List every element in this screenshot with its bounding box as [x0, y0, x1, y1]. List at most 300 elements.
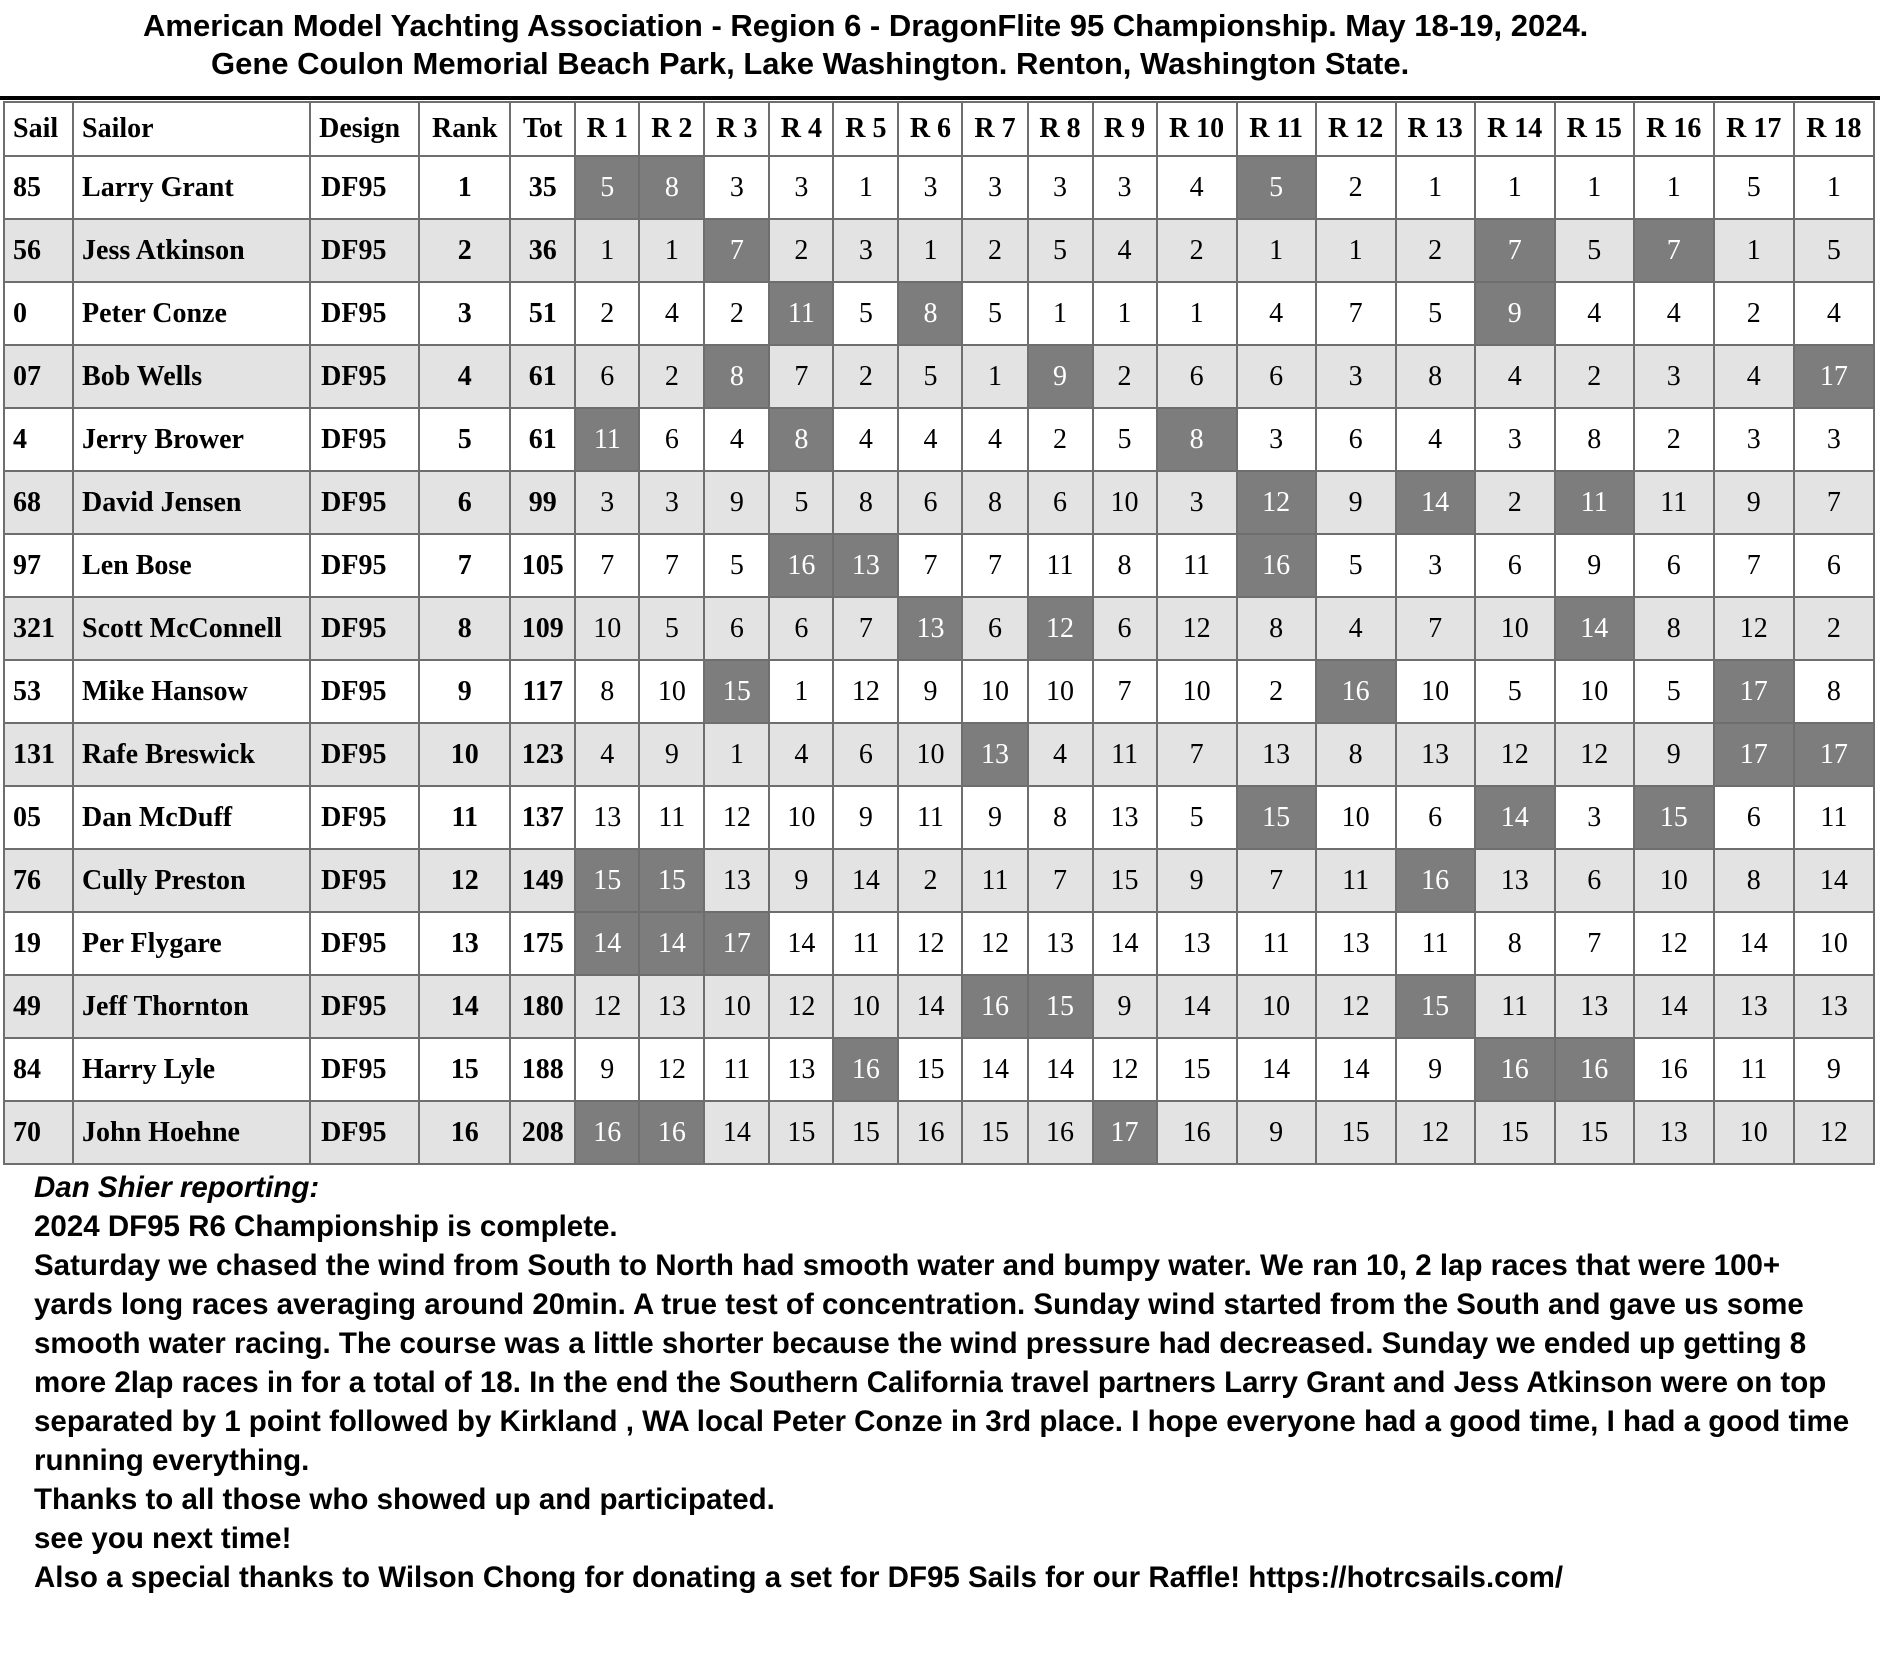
total-cell: 61 — [510, 345, 575, 408]
race-score-cell: 9 — [1316, 471, 1396, 534]
race-score-cell: 7 — [1157, 723, 1237, 786]
race-score-cell: 1 — [1316, 219, 1396, 282]
race-score-cell: 14 — [1237, 1038, 1316, 1101]
sailor-name-cell: Dan McDuff — [73, 786, 310, 849]
column-header: R 9 — [1093, 102, 1157, 156]
dropped-race-score-cell: 11 — [1555, 471, 1634, 534]
dropped-race-score-cell: 15 — [575, 849, 639, 912]
race-score-cell: 2 — [575, 282, 639, 345]
race-score-cell: 16 — [1028, 1101, 1093, 1164]
race-score-cell: 12 — [1555, 723, 1634, 786]
race-score-cell: 1 — [1237, 219, 1316, 282]
dropped-race-score-cell: 7 — [704, 219, 769, 282]
design-cell: DF95 — [310, 534, 419, 597]
race-score-cell: 5 — [962, 282, 1027, 345]
dropped-race-score-cell: 16 — [575, 1101, 639, 1164]
race-score-cell: 6 — [1475, 534, 1555, 597]
race-score-cell: 2 — [1093, 345, 1157, 408]
race-score-cell: 13 — [1396, 723, 1475, 786]
report-paragraph: 2024 DF95 R6 Championship is complete. — [34, 1210, 618, 1243]
dropped-race-score-cell: 16 — [1475, 1038, 1555, 1101]
race-score-cell: 11 — [639, 786, 704, 849]
page-title: American Model Yachting Association - Region 6 - DragonFlite 95 Championship. May 18-19, 2024. — [143, 8, 1589, 43]
table-row — [4, 534, 1874, 597]
rank-cell: 1 — [419, 156, 510, 219]
race-score-cell: 6 — [962, 597, 1027, 660]
sailor-name-cell: Harry Lyle — [73, 1038, 310, 1101]
dropped-race-score-cell: 12 — [1028, 597, 1093, 660]
rank-cell: 10 — [419, 723, 510, 786]
table-row — [4, 849, 1874, 912]
table-row — [4, 345, 1874, 408]
race-score-cell: 12 — [962, 912, 1027, 975]
dropped-race-score-cell: 14 — [1475, 786, 1555, 849]
race-score-cell: 13 — [769, 1038, 833, 1101]
sail-number-cell: 53 — [4, 660, 73, 723]
race-score-cell: 9 — [1634, 723, 1714, 786]
race-score-cell: 2 — [1316, 156, 1396, 219]
dropped-race-score-cell: 13 — [833, 534, 898, 597]
total-cell: 61 — [510, 408, 575, 471]
race-score-cell: 6 — [1634, 534, 1714, 597]
race-score-cell: 8 — [1093, 534, 1157, 597]
total-cell: 99 — [510, 471, 575, 534]
race-score-cell: 1 — [1714, 219, 1794, 282]
rank-cell: 8 — [419, 597, 510, 660]
table-row — [4, 912, 1874, 975]
race-score-cell: 13 — [1794, 975, 1874, 1038]
table-row — [4, 408, 1874, 471]
dropped-race-score-cell: 16 — [1555, 1038, 1634, 1101]
sailor-name-cell: Larry Grant — [73, 156, 310, 219]
race-score-cell: 7 — [1237, 849, 1316, 912]
race-score-cell: 5 — [1093, 408, 1157, 471]
dropped-race-score-cell: 9 — [1028, 345, 1093, 408]
dropped-race-score-cell: 11 — [769, 282, 833, 345]
dropped-race-score-cell: 16 — [833, 1038, 898, 1101]
report-paragraph: Also a special thanks to Wilson Chong for donating a set for DF95 Sails for our Raffle! https://hotrcsails.com/ — [34, 1561, 1564, 1594]
column-header: R 18 — [1794, 102, 1874, 156]
rank-cell: 9 — [419, 660, 510, 723]
sail-number-cell: 68 — [4, 471, 73, 534]
race-score-cell: 2 — [962, 219, 1027, 282]
table-row — [4, 219, 1874, 282]
race-score-cell: 11 — [1396, 912, 1475, 975]
race-score-cell: 4 — [833, 408, 898, 471]
total-cell: 137 — [510, 786, 575, 849]
dropped-race-score-cell: 15 — [1396, 975, 1475, 1038]
race-score-cell: 8 — [1714, 849, 1794, 912]
dropped-race-score-cell: 17 — [704, 912, 769, 975]
race-score-cell: 4 — [1634, 282, 1714, 345]
race-score-cell: 3 — [704, 156, 769, 219]
dropped-race-score-cell: 5 — [575, 156, 639, 219]
race-score-cell: 3 — [1157, 471, 1237, 534]
column-header: Design — [310, 102, 419, 156]
race-score-cell: 14 — [1093, 912, 1157, 975]
race-score-cell: 3 — [1396, 534, 1475, 597]
race-score-cell: 3 — [1794, 408, 1874, 471]
race-score-cell: 10 — [1396, 660, 1475, 723]
race-score-cell: 3 — [1316, 345, 1396, 408]
race-score-cell: 15 — [1475, 1101, 1555, 1164]
race-score-cell: 13 — [1237, 723, 1316, 786]
rank-cell: 4 — [419, 345, 510, 408]
race-score-cell: 3 — [575, 471, 639, 534]
race-score-cell: 9 — [898, 660, 962, 723]
race-score-cell: 2 — [1714, 282, 1794, 345]
race-score-cell: 9 — [639, 723, 704, 786]
report-paragraph: Thanks to all those who showed up and participated. — [34, 1483, 775, 1516]
race-score-cell: 10 — [1316, 786, 1396, 849]
dropped-race-score-cell: 12 — [1237, 471, 1316, 534]
table-row — [4, 282, 1874, 345]
race-score-cell: 10 — [1714, 1101, 1794, 1164]
dropped-race-score-cell: 15 — [704, 660, 769, 723]
race-score-cell: 2 — [1396, 219, 1475, 282]
race-score-cell: 3 — [962, 156, 1027, 219]
rank-cell: 5 — [419, 408, 510, 471]
race-score-cell: 8 — [1634, 597, 1714, 660]
sailor-name-cell: Peter Conze — [73, 282, 310, 345]
race-score-cell: 7 — [1396, 597, 1475, 660]
race-score-cell: 3 — [769, 156, 833, 219]
race-score-cell: 5 — [1316, 534, 1396, 597]
race-score-cell: 3 — [833, 219, 898, 282]
race-score-cell: 10 — [639, 660, 704, 723]
column-header: R 14 — [1475, 102, 1555, 156]
total-cell: 149 — [510, 849, 575, 912]
race-score-cell: 9 — [962, 786, 1027, 849]
dropped-race-score-cell: 14 — [1555, 597, 1634, 660]
race-score-cell: 7 — [769, 345, 833, 408]
race-score-cell: 2 — [898, 849, 962, 912]
race-score-cell: 13 — [1316, 912, 1396, 975]
sailor-name-cell: Jerry Brower — [73, 408, 310, 471]
race-score-cell: 1 — [898, 219, 962, 282]
race-score-cell: 10 — [575, 597, 639, 660]
dropped-race-score-cell: 7 — [1634, 219, 1714, 282]
race-score-cell: 12 — [1396, 1101, 1475, 1164]
dropped-race-score-cell: 16 — [1316, 660, 1396, 723]
column-header: R 5 — [833, 102, 898, 156]
race-score-cell: 10 — [1555, 660, 1634, 723]
race-score-cell: 2 — [1237, 660, 1316, 723]
race-score-cell: 6 — [1714, 786, 1794, 849]
race-score-cell: 6 — [704, 597, 769, 660]
dropped-race-score-cell: 9 — [1475, 282, 1555, 345]
dropped-race-score-cell: 15 — [1028, 975, 1093, 1038]
dropped-race-score-cell: 16 — [1237, 534, 1316, 597]
race-score-cell: 4 — [1237, 282, 1316, 345]
race-score-cell: 13 — [704, 849, 769, 912]
dropped-race-score-cell: 17 — [1714, 723, 1794, 786]
race-score-cell: 9 — [575, 1038, 639, 1101]
race-score-cell: 1 — [1093, 282, 1157, 345]
race-score-cell: 10 — [704, 975, 769, 1038]
report-paragraph: Saturday we chased the wind from South to North had smooth water and bumpy water. We ran 10, 2 lap races that were 100+ yards long races averaging around 20min. A true test of concentration. Sunday wind started from the South and gave us some smooth water racing. The course was a little shorter because the wind pressure had decreased. Sunday we ended up getting 8 more 2lap races in for a total of 18. In the end the Southern California travel partners Larry Grant and Jess Atkinson were on top separated by 1 point followed by Kirkland , WA local Peter Conze in 3rd place. I hope everyone had a good time, I had a good time running everything. — [34, 1249, 1850, 1477]
dropped-race-score-cell: 11 — [575, 408, 639, 471]
race-score-cell: 10 — [1634, 849, 1714, 912]
sailor-name-cell: Bob Wells — [73, 345, 310, 408]
race-score-cell: 5 — [1714, 156, 1794, 219]
race-score-cell: 7 — [575, 534, 639, 597]
dropped-race-score-cell: 16 — [769, 534, 833, 597]
race-score-cell: 2 — [1634, 408, 1714, 471]
race-score-cell: 10 — [769, 786, 833, 849]
column-header: R 3 — [704, 102, 769, 156]
rank-cell: 16 — [419, 1101, 510, 1164]
race-score-cell: 8 — [1396, 345, 1475, 408]
race-score-cell: 14 — [1316, 1038, 1396, 1101]
table-row — [4, 156, 1874, 219]
race-score-cell: 6 — [1555, 849, 1634, 912]
race-score-cell: 6 — [1157, 345, 1237, 408]
race-score-cell: 7 — [1028, 849, 1093, 912]
race-score-cell: 6 — [1093, 597, 1157, 660]
sail-number-cell: 85 — [4, 156, 73, 219]
race-score-cell: 2 — [704, 282, 769, 345]
race-score-cell: 4 — [1794, 282, 1874, 345]
race-score-cell: 10 — [1237, 975, 1316, 1038]
rank-cell: 6 — [419, 471, 510, 534]
page-header — [0, 0, 1880, 96]
sail-number-cell: 84 — [4, 1038, 73, 1101]
race-score-cell: 4 — [1316, 597, 1396, 660]
dropped-race-score-cell: 15 — [639, 849, 704, 912]
column-header: Sail — [4, 102, 73, 156]
race-score-cell: 2 — [1157, 219, 1237, 282]
dropped-race-score-cell: 15 — [1237, 786, 1316, 849]
design-cell: DF95 — [310, 345, 419, 408]
column-header: R 4 — [769, 102, 833, 156]
design-cell: DF95 — [310, 849, 419, 912]
race-score-cell: 4 — [639, 282, 704, 345]
dropped-race-score-cell: 16 — [962, 975, 1027, 1038]
race-score-cell: 11 — [962, 849, 1027, 912]
race-score-cell: 11 — [1634, 471, 1714, 534]
dropped-race-score-cell: 15 — [1634, 786, 1714, 849]
race-score-cell: 4 — [1714, 345, 1794, 408]
race-score-cell: 6 — [769, 597, 833, 660]
sailor-name-cell: Scott McConnell — [73, 597, 310, 660]
race-score-cell: 5 — [1634, 660, 1714, 723]
race-score-cell: 9 — [704, 471, 769, 534]
sailor-name-cell: Rafe Breswick — [73, 723, 310, 786]
race-score-cell: 6 — [898, 471, 962, 534]
race-score-cell: 6 — [1794, 534, 1874, 597]
race-score-cell: 5 — [1028, 219, 1093, 282]
sailor-name-cell: Jess Atkinson — [73, 219, 310, 282]
race-score-cell: 14 — [1157, 975, 1237, 1038]
race-score-cell: 12 — [1714, 597, 1794, 660]
dropped-race-score-cell: 7 — [1475, 219, 1555, 282]
sailor-name-cell: Cully Preston — [73, 849, 310, 912]
table-row — [4, 1101, 1874, 1164]
race-score-cell: 8 — [962, 471, 1027, 534]
total-cell: 117 — [510, 660, 575, 723]
race-score-cell: 1 — [833, 156, 898, 219]
race-score-cell: 4 — [1396, 408, 1475, 471]
race-score-cell: 14 — [1634, 975, 1714, 1038]
race-score-cell: 5 — [1475, 660, 1555, 723]
sail-number-cell: 70 — [4, 1101, 73, 1164]
total-cell: 188 — [510, 1038, 575, 1101]
race-score-cell: 16 — [898, 1101, 962, 1164]
race-score-cell: 4 — [1475, 345, 1555, 408]
rank-cell: 2 — [419, 219, 510, 282]
column-header: R 17 — [1714, 102, 1794, 156]
race-score-cell: 4 — [1028, 723, 1093, 786]
design-cell: DF95 — [310, 156, 419, 219]
column-header: R 10 — [1157, 102, 1237, 156]
design-cell: DF95 — [310, 723, 419, 786]
design-cell: DF95 — [310, 219, 419, 282]
race-score-cell: 11 — [704, 1038, 769, 1101]
race-score-cell: 9 — [769, 849, 833, 912]
dropped-race-score-cell: 13 — [898, 597, 962, 660]
design-cell: DF95 — [310, 912, 419, 975]
race-score-cell: 12 — [575, 975, 639, 1038]
sailor-name-cell: Len Bose — [73, 534, 310, 597]
dropped-race-score-cell: 14 — [1396, 471, 1475, 534]
dropped-race-score-cell: 14 — [575, 912, 639, 975]
race-score-cell: 3 — [898, 156, 962, 219]
race-score-cell: 5 — [1396, 282, 1475, 345]
race-score-cell: 5 — [1794, 219, 1874, 282]
race-score-cell: 15 — [1157, 1038, 1237, 1101]
race-score-cell: 11 — [1157, 534, 1237, 597]
race-score-cell: 3 — [1634, 345, 1714, 408]
race-score-cell: 11 — [1714, 1038, 1794, 1101]
race-score-cell: 15 — [962, 1101, 1027, 1164]
race-score-cell: 8 — [833, 471, 898, 534]
race-score-cell: 2 — [1555, 345, 1634, 408]
race-score-cell: 9 — [833, 786, 898, 849]
race-score-cell: 7 — [1093, 660, 1157, 723]
report-heading: Dan Shier reporting: — [34, 1171, 320, 1204]
race-score-cell: 1 — [639, 219, 704, 282]
sailor-name-cell: Jeff Thornton — [73, 975, 310, 1038]
race-score-cell: 13 — [1093, 786, 1157, 849]
race-score-cell: 11 — [898, 786, 962, 849]
race-score-cell: 14 — [1028, 1038, 1093, 1101]
column-header: R 16 — [1634, 102, 1714, 156]
race-score-cell: 11 — [1028, 534, 1093, 597]
race-score-cell: 3 — [1093, 156, 1157, 219]
column-header: Tot — [510, 102, 575, 156]
race-score-cell: 6 — [833, 723, 898, 786]
sailor-name-cell: John Hoehne — [73, 1101, 310, 1164]
table-row — [4, 597, 1874, 660]
column-header: R 6 — [898, 102, 962, 156]
sail-number-cell: 76 — [4, 849, 73, 912]
race-score-cell: 11 — [1475, 975, 1555, 1038]
column-header: R 2 — [639, 102, 704, 156]
total-cell: 105 — [510, 534, 575, 597]
sail-number-cell: 131 — [4, 723, 73, 786]
results-table — [3, 101, 1875, 1165]
table-row — [4, 1038, 1874, 1101]
page-subtitle: Gene Coulon Memorial Beach Park, Lake Washington. Renton, Washington State. — [211, 46, 1410, 81]
race-score-cell: 15 — [1093, 849, 1157, 912]
race-score-cell: 1 — [1396, 156, 1475, 219]
race-score-cell: 10 — [1157, 660, 1237, 723]
rank-cell: 11 — [419, 786, 510, 849]
race-score-cell: 2 — [639, 345, 704, 408]
rank-cell: 12 — [419, 849, 510, 912]
column-header: R 7 — [962, 102, 1027, 156]
race-score-cell: 7 — [898, 534, 962, 597]
race-score-cell: 4 — [1157, 156, 1237, 219]
race-score-cell: 1 — [962, 345, 1027, 408]
design-cell: DF95 — [310, 471, 419, 534]
rank-cell: 3 — [419, 282, 510, 345]
race-score-cell: 7 — [1555, 912, 1634, 975]
race-score-cell: 1 — [1555, 156, 1634, 219]
race-score-cell: 8 — [575, 660, 639, 723]
race-score-cell: 1 — [1475, 156, 1555, 219]
design-cell: DF95 — [310, 597, 419, 660]
race-score-cell: 4 — [898, 408, 962, 471]
race-score-cell: 6 — [575, 345, 639, 408]
race-score-cell: 13 — [639, 975, 704, 1038]
race-score-cell: 2 — [1475, 471, 1555, 534]
sail-number-cell: 05 — [4, 786, 73, 849]
race-score-cell: 7 — [833, 597, 898, 660]
race-score-cell: 7 — [1714, 534, 1794, 597]
race-score-cell: 6 — [1237, 345, 1316, 408]
total-cell: 109 — [510, 597, 575, 660]
race-score-cell: 12 — [769, 975, 833, 1038]
sailor-name-cell: David Jensen — [73, 471, 310, 534]
dropped-race-score-cell: 16 — [639, 1101, 704, 1164]
header-divider — [0, 96, 1880, 100]
column-header: R 11 — [1237, 102, 1316, 156]
race-score-cell: 11 — [833, 912, 898, 975]
total-cell: 175 — [510, 912, 575, 975]
race-score-cell: 12 — [704, 786, 769, 849]
dropped-race-score-cell: 8 — [639, 156, 704, 219]
race-score-cell: 3 — [1475, 408, 1555, 471]
race-score-cell: 13 — [575, 786, 639, 849]
column-header: R 8 — [1028, 102, 1093, 156]
race-score-cell: 10 — [1028, 660, 1093, 723]
design-cell: DF95 — [310, 786, 419, 849]
race-score-cell: 2 — [1794, 597, 1874, 660]
design-cell: DF95 — [310, 1038, 419, 1101]
dropped-race-score-cell: 8 — [769, 408, 833, 471]
race-score-cell: 1 — [1157, 282, 1237, 345]
race-score-cell: 12 — [833, 660, 898, 723]
sail-number-cell: 07 — [4, 345, 73, 408]
sail-number-cell: 321 — [4, 597, 73, 660]
race-score-cell: 16 — [1157, 1101, 1237, 1164]
race-score-cell: 3 — [1028, 156, 1093, 219]
race-score-cell: 12 — [639, 1038, 704, 1101]
race-score-cell: 8 — [1475, 912, 1555, 975]
race-score-cell: 8 — [1794, 660, 1874, 723]
design-cell: DF95 — [310, 282, 419, 345]
design-cell: DF95 — [310, 1101, 419, 1164]
race-score-cell: 14 — [769, 912, 833, 975]
race-score-cell: 14 — [898, 975, 962, 1038]
race-score-cell: 5 — [898, 345, 962, 408]
dropped-race-score-cell: 17 — [1794, 723, 1874, 786]
race-score-cell: 6 — [1316, 408, 1396, 471]
race-score-cell: 10 — [898, 723, 962, 786]
race-score-cell: 8 — [1555, 408, 1634, 471]
